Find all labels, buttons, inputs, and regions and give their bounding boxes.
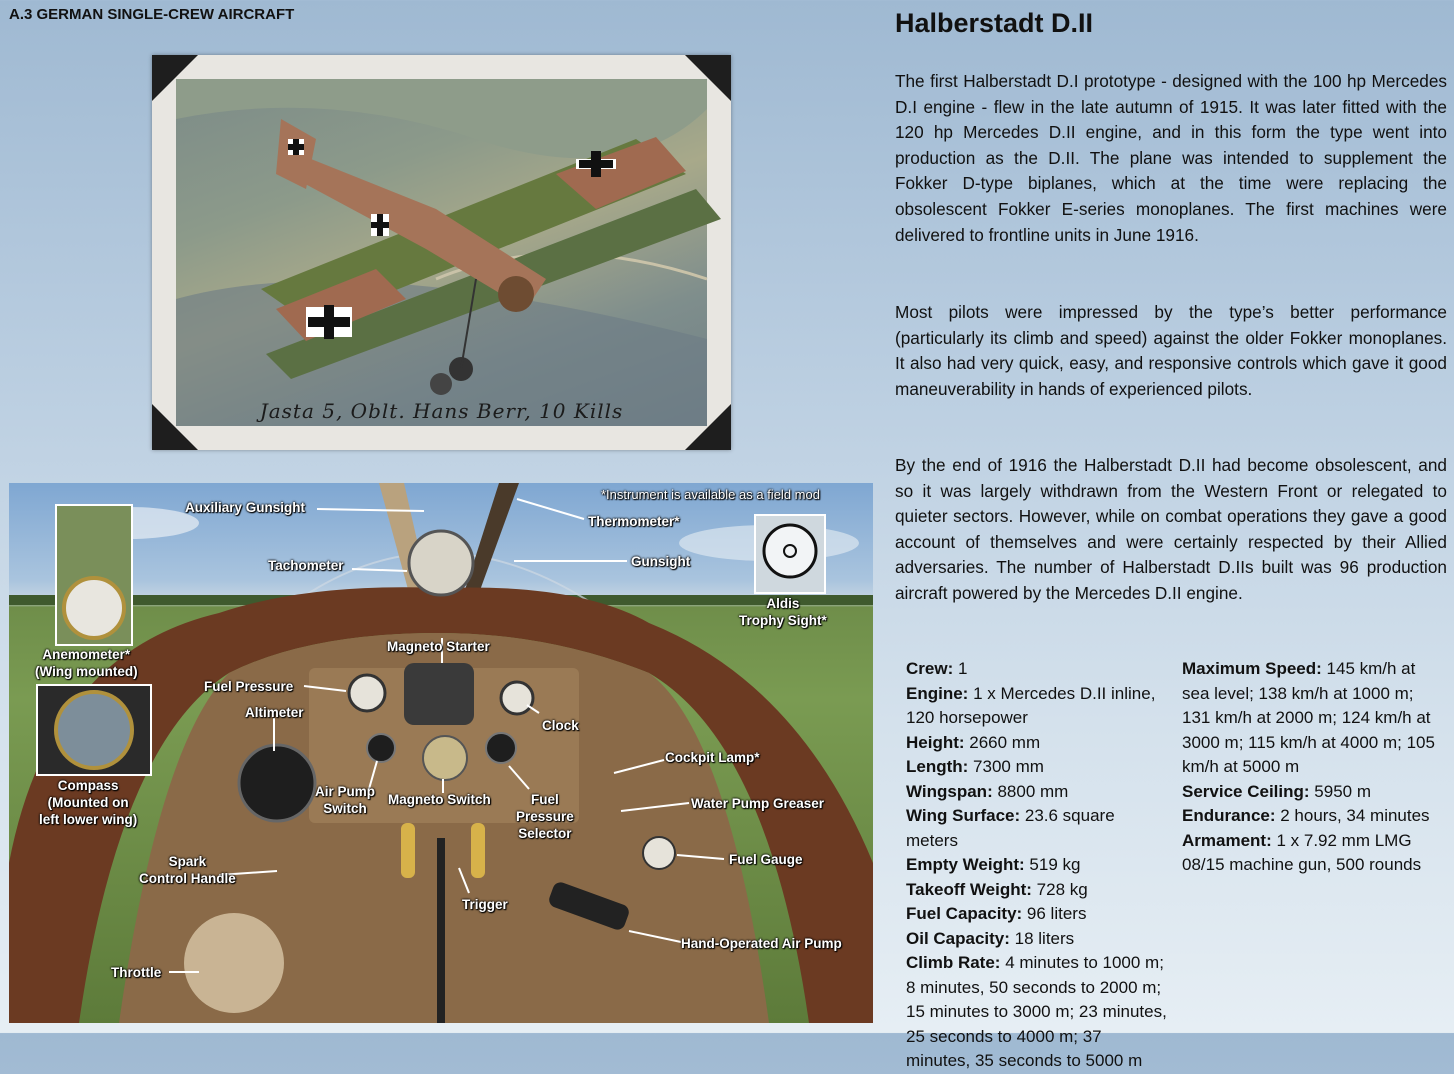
- spec-fuel-capacity: Fuel Capacity: 96 liters: [906, 904, 1087, 923]
- paragraph-performance: Most pilots were impressed by the type’s better performance (particularly its climb and speed) against the older Fokker monoplanes. It also had very quick, easy, and responsive controls which gave it good maneuverability in hands of experienced pilots.: [895, 302, 1447, 399]
- spec-service-ceiling: Service Ceiling: 5950 m: [1182, 781, 1371, 801]
- label-altimeter: Altimeter: [245, 705, 304, 720]
- cockpit-diagram: [9, 483, 873, 1023]
- label-magneto-switch: Magneto Switch: [388, 792, 491, 807]
- label-spark-control-handle: Spark Control Handle: [139, 854, 236, 886]
- section-heading: A.3 GERMAN SINGLE-CREW AIRCRAFT: [9, 6, 295, 23]
- spec-maximum-speed: Maximum Speed: 145 km/h at sea level; 138 km/h at 1000 m; 131 km/h at 2000 m; 124 km/h at 3000 m; 115 km/h at 4000 m; 105 km/h at 5000 m: [1182, 659, 1435, 776]
- label-aldis-sight: Aldis Trophy Sight*: [739, 596, 827, 628]
- label-water-pump-greaser: Water Pump Greaser: [691, 796, 825, 811]
- label-hand-operated-air-pump: Hand-Operated Air Pump: [681, 936, 842, 951]
- spec-takeoff-weight: Takeoff Weight: 728 kg: [906, 879, 1088, 899]
- label-fuel-pressure-selector: Fuel Pressure Selector: [516, 792, 574, 841]
- paragraph-history: The first Halberstadt D.I prototype - designed with the 100 hp Mercedes D.I engine - flew in the late autumn of 1915. It was later fitted with the 120 hp Mercedes D.II engine, and in this form the type went into production as the D.II. The plane was intended to supplement the Fokker D-type biplanes, which at the time were replacing the obsolescent Fokker E-series monoplanes. The first machines were delivered to frontline units in June 1916.: [895, 71, 1447, 245]
- page-title: Halberstadt D.II: [895, 8, 1094, 38]
- spec-empty-weight: Empty Weight: 519 kg: [906, 855, 1081, 874]
- spec-armament: Armament: 1 x 7.92 mm LMG 08/15 machine gun, 500 rounds: [1182, 830, 1422, 874]
- spec-wing-surface: Wing Surface: 23.6 square meters: [906, 806, 1115, 850]
- label-anemometer: Anemometer* (Wing mounted): [35, 647, 138, 679]
- photo-corner: [152, 55, 198, 101]
- label-cockpit-lamp: Cockpit Lamp*: [665, 750, 760, 765]
- label-air-pump-switch: Air Pump Switch: [315, 784, 376, 816]
- biplane-illustration: [176, 79, 707, 426]
- spec-engine: Engine: 1 x Mercedes D.II inline, 120 horsepower: [906, 683, 1156, 727]
- label-gunsight: Gunsight: [631, 554, 691, 569]
- spec-climb-rate: Climb Rate: 4 minutes to 1000 m; 8 minutes, 50 seconds to 2000 m; 15 minutes to 3000 m; 23 minutes, 25 seconds to 4000 m; 37 minutes, 35 seconds to 5000 m: [906, 953, 1167, 1070]
- spec-wingspan: Wingspan: 8800 mm: [906, 781, 1069, 801]
- field-mod-note: *Instrument is available as a field mod: [601, 487, 820, 502]
- aircraft-photo-frame: [152, 55, 731, 450]
- label-tachometer: Tachometer: [268, 558, 344, 573]
- aircraft-photo: [176, 79, 707, 426]
- label-throttle: Throttle: [111, 965, 162, 980]
- label-auxiliary-gunsight: Auxiliary Gunsight: [185, 500, 306, 515]
- photo-caption: Jasta 5, Oblt. Hans Berr, 10 Kills: [259, 399, 624, 423]
- spec-oil-capacity: Oil Capacity: 18 liters: [906, 928, 1075, 948]
- photo-corner: [152, 404, 198, 450]
- label-trigger: Trigger: [462, 897, 508, 912]
- specs-column-left: [906, 657, 1168, 1070]
- label-fuel-gauge: Fuel Gauge: [729, 852, 803, 867]
- spec-crew: Crew: 1: [906, 659, 968, 678]
- photo-corner: [685, 404, 731, 450]
- paragraph-service: By the end of 1916 the Halberstadt D.II had become obsolescent, and so it was largely withdrawn from the Western Front or relegated to quieter sectors. However, while on combat operations they gave a good account of themselves and were certainly respected by their Allied adversaries. The number of Halberstadt D.IIs built was 96 production aircraft powered by the Mercedes D.II engine.: [895, 455, 1447, 603]
- spec-height: Height: 2660 mm: [906, 732, 1041, 752]
- label-fuel-pressure: Fuel Pressure: [204, 679, 294, 694]
- spec-endurance: Endurance: 2 hours, 34 minutes: [1182, 806, 1430, 825]
- spec-length: Length: 7300 mm: [906, 757, 1044, 776]
- label-clock: Clock: [542, 718, 579, 733]
- photo-corner: [685, 55, 731, 101]
- label-compass: Compass (Mounted on left lower wing): [39, 778, 138, 827]
- label-thermometer: Thermometer*: [588, 514, 680, 529]
- label-magneto-starter: Magneto Starter: [387, 639, 490, 654]
- specs-column-right: [1182, 657, 1444, 878]
